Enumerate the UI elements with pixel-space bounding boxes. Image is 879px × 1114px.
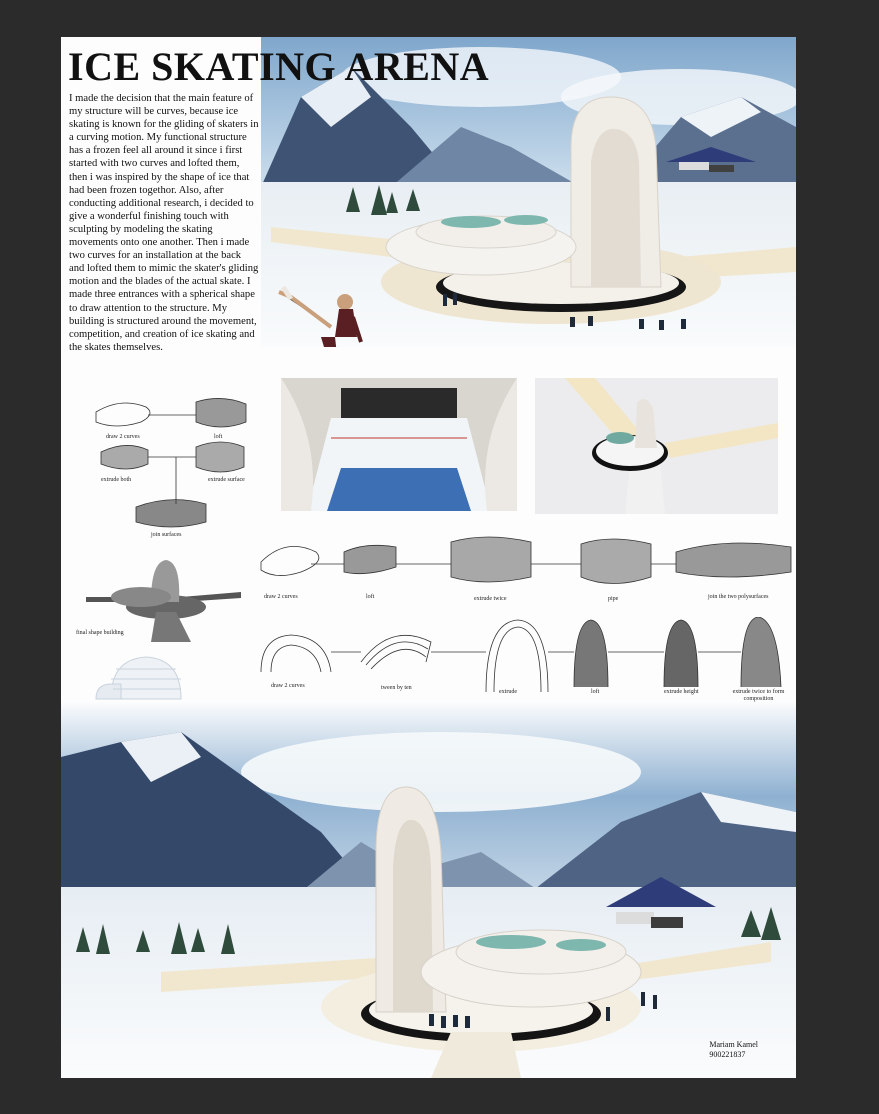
author-credit	[709, 1040, 758, 1060]
row1-label-4: pipe	[608, 596, 619, 602]
row1-label-3: extrude twice	[474, 596, 507, 602]
interior-rink-render	[281, 378, 517, 511]
diagram-left-label-3: extrude both	[101, 477, 132, 483]
igloo-image	[91, 649, 191, 707]
final-shape-render	[76, 552, 246, 642]
row2-label-4: loft	[591, 689, 600, 695]
author-id: 900221837	[709, 1050, 746, 1059]
interior-rink-image	[281, 378, 517, 511]
hero-render-bottom-image	[61, 702, 796, 1078]
row2-label-3: extrude	[499, 689, 517, 695]
process-row-1-image	[256, 532, 796, 612]
process-row-2-image	[256, 617, 796, 712]
row2-label-2: tween by ten	[381, 685, 412, 691]
diagram-left-label-1: draw 2 curves	[106, 434, 140, 440]
aerial-site-image	[535, 378, 778, 514]
process-row-1	[256, 532, 796, 612]
row1-label-1: draw 2 curves	[264, 594, 298, 600]
row2-label-5: extrude height	[664, 689, 699, 695]
final-shape-image	[81, 552, 246, 642]
poster-title: ICE SKATING ARENA	[68, 44, 490, 89]
diagram-left-label-2: loft	[214, 434, 223, 440]
process-row-2	[256, 617, 796, 712]
design-process-diagram-left	[86, 392, 261, 562]
design-description: I made the decision that the main feature of my structure will be curves, because ice skating is known for the gliding of skaters in a curving motion. My functional structure has a frozen feel all around it since i first started with two curves and lofted them, then i was inspired by the shape of ice that had been frozen togethor. Also, after conducting additional research, i decided to give a wonderful finishing touch with sculpting by modeling the skating movements onto one another. Then i made two curves for an installation at the back and lofted them to mimic the skater's gliding motion and the blades of the actual skate. I made three entrances with a spherical shape to draw attention to the structure. My building is structured around the movement, competition, and creation of ice skating and the skates themselves.	[69, 93, 259, 353]
igloo-icon	[91, 649, 191, 707]
diagram-left-label-4: extrude surface	[208, 477, 245, 483]
final-shape-label: final shape building	[76, 630, 124, 636]
author-name: Mariam Kamel	[709, 1040, 758, 1049]
aerial-site-render	[535, 378, 778, 514]
diagram-left-label-5: join surfaces	[151, 532, 182, 538]
row2-label-6: extrude twice to form composition	[732, 689, 785, 702]
row1-label-5: join the two polysurfaces	[708, 594, 769, 600]
row1-label-2: loft	[366, 594, 375, 600]
poster-sheet	[61, 37, 796, 1078]
row2-label-1: draw 2 curves	[271, 683, 305, 689]
hero-render-bottom	[61, 702, 796, 1078]
